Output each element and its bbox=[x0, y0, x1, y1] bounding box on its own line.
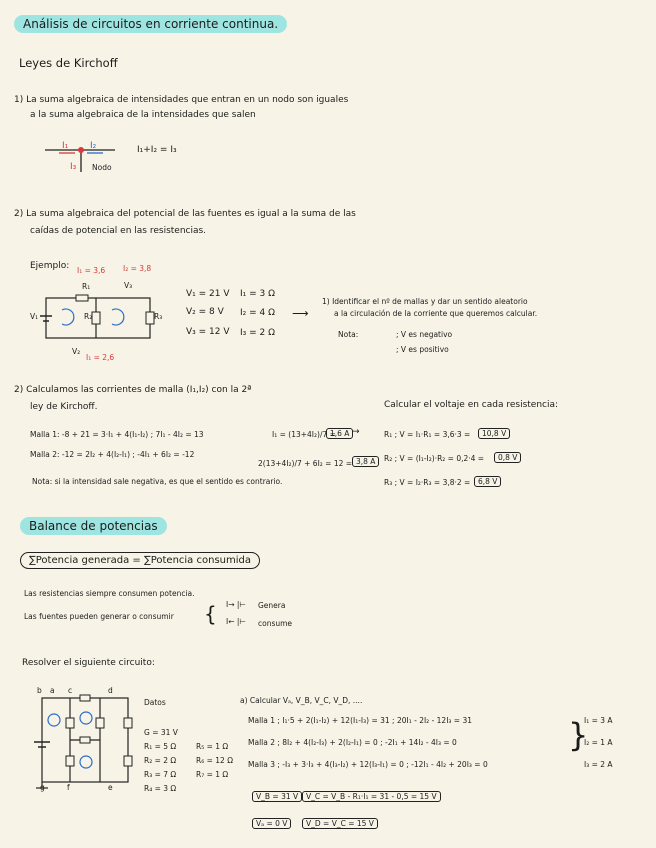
solution-arrow-icon: → bbox=[352, 427, 360, 437]
voltage-r1: R₁ ; V = I₁·R₁ = 3,6·3 = bbox=[384, 430, 471, 439]
loop-arrow-1 bbox=[62, 309, 74, 325]
solution-1-box: 1,6 A bbox=[326, 428, 353, 439]
resolver-malla-2: Malla 2 ; 8I₂ + 4(I₂-I₃) + 2(I₂-I₁) = 0 ; -2I₁ + 14I₂ - 4I₃ = 0 bbox=[248, 738, 457, 747]
node-label-i3: I₃ bbox=[70, 162, 77, 172]
ex-value-v3: V₃ = 12 V bbox=[186, 327, 230, 337]
node-c: c bbox=[68, 686, 73, 695]
law1-line1: 1) La suma algebraica de intensidades que entran en un nodo son iguales bbox=[14, 95, 349, 105]
law2-line2: caídas de potencial en las resistencias. bbox=[30, 226, 207, 236]
resolver-heading: Resolver el siguiente circuito: bbox=[22, 658, 155, 668]
solution-2-box: 3,8 A bbox=[352, 456, 379, 467]
nota1-positive: ; V es positivo bbox=[396, 345, 449, 354]
resolver-resistor-7 bbox=[124, 756, 132, 766]
node-d: d bbox=[108, 686, 113, 695]
kirchhoff-heading: Leyes de Kirchoff bbox=[19, 56, 118, 70]
result-box-vd: V_D = V_C = 15 V bbox=[302, 818, 378, 829]
resolver-malla-1: Malla 1 ; I₁·5 + 2(I₁-I₂) + 12(I₁-I₃) = 31 ; 20I₁ - 2I₂ - 12I₃ = 31 bbox=[248, 716, 473, 725]
resolver-circuit bbox=[28, 696, 138, 790]
node-label: Nodo bbox=[92, 163, 112, 172]
ex-res-3: I₃ = 2 Ω bbox=[240, 328, 275, 338]
data-r1: R₁ = 5 Ω bbox=[144, 742, 177, 751]
ex-v2-label: V₂ bbox=[72, 347, 81, 356]
mesh-arrow-1 bbox=[48, 714, 60, 726]
loop-arrow-2 bbox=[112, 309, 124, 325]
ex-r2-label: R₂ bbox=[84, 312, 93, 321]
nota2: Nota: si la intensidad sale negativa, es que el sentido es contrario. bbox=[32, 477, 283, 486]
result-box-va: Vₐ = 0 V bbox=[252, 818, 291, 829]
step1-line2: a la circulación de la corriente que queremos calcular. bbox=[334, 309, 538, 318]
nota1-negative: ; V es negativo bbox=[396, 330, 453, 339]
node-e: e bbox=[108, 783, 113, 792]
brace-icon: { bbox=[204, 602, 217, 626]
data-r7: R₇ = 1 Ω bbox=[196, 770, 229, 779]
resistor-r3 bbox=[146, 312, 154, 324]
solution-1: I₁ = (13+4I₂)/7 = bbox=[272, 430, 336, 439]
ex-value-v2: V₂ = 8 V bbox=[186, 307, 224, 317]
ex-v1-label: V₁ bbox=[30, 312, 39, 321]
example-circuit bbox=[40, 294, 163, 344]
resolver-resistor-5 bbox=[80, 737, 90, 743]
balance-consume: consume bbox=[258, 619, 293, 628]
ex-v3-label: V₃ bbox=[124, 281, 133, 290]
mesh-arrow-2 bbox=[80, 712, 92, 724]
ex-r3-label: R₃ bbox=[154, 312, 163, 321]
data-r4: R₄ = 3 Ω bbox=[144, 784, 177, 793]
voltage-r2: R₂ ; V = (I₁-I₂)·R₂ = 0,2·4 = bbox=[384, 454, 485, 463]
balance-line2: Las fuentes pueden generar o consumir bbox=[24, 612, 174, 621]
page-title: Análisis de circuitos en corriente continua. bbox=[14, 15, 287, 33]
resistor-r1 bbox=[76, 295, 88, 301]
voltage-r3: R₃ ; V = I₂·R₃ = 3,8·2 = bbox=[384, 478, 471, 487]
data-r5: R₅ = 1 Ω bbox=[196, 742, 229, 751]
voltage-r3-box: 6,8 V bbox=[474, 476, 501, 487]
example-label: Ejemplo: bbox=[30, 261, 70, 271]
ex-res-2: I₂ = 4 Ω bbox=[240, 308, 275, 318]
result-i1: I₁ = 3 A bbox=[584, 716, 613, 725]
result-i3: I₃ = 2 A bbox=[584, 760, 613, 769]
node-g: g bbox=[40, 783, 45, 792]
node-label-i2: I₂ bbox=[90, 141, 97, 151]
calc-heading: a) Calcular Vₐ, V_B, V_C, V_D, .... bbox=[240, 696, 363, 705]
balance-heading: Balance de potencias bbox=[20, 517, 167, 535]
resolver-resistor-4 bbox=[124, 718, 132, 728]
node-b: b bbox=[37, 686, 42, 695]
node-a: a bbox=[50, 686, 55, 695]
ex-value-v1: V₁ = 21 V bbox=[186, 289, 230, 299]
arrow-right-icon: ⟶ bbox=[292, 306, 309, 320]
balance-genera: Genera bbox=[258, 601, 286, 610]
source-consume-icon: I← |⊢ bbox=[226, 617, 246, 626]
nota1-label: Nota: bbox=[338, 330, 359, 339]
data-g: G = 31 V bbox=[144, 728, 178, 737]
resistor-r2 bbox=[92, 312, 100, 324]
step1-line1: 1) Identificar el nº de mallas y dar un sentido aleatorio bbox=[322, 297, 528, 306]
source-generate-icon: I→ |⊢ bbox=[226, 600, 246, 609]
result-box-vc: V_C = V_B - R₁·I₁ = 31 - 0,5 = 15 V bbox=[302, 791, 441, 802]
node-f: f bbox=[67, 783, 70, 792]
result-i2: I₂ = 1 A bbox=[584, 738, 613, 747]
malla-1-eq: Malla 1: -8 + 21 = 3·I₁ + 4(I₁-I₂) ; 7I₁ - 4I₂ = 13 bbox=[30, 430, 204, 439]
data-r2: R₂ = 2 Ω bbox=[144, 756, 177, 765]
voltage-r2-box: 0,8 V bbox=[494, 452, 521, 463]
result-box-vb: V_B = 31 V bbox=[252, 791, 302, 802]
data-r6: R₆ = 12 Ω bbox=[196, 756, 233, 765]
resolver-resistor-1 bbox=[80, 695, 90, 701]
resolver-resistor-2 bbox=[66, 718, 74, 728]
balance-line1: Las resistencias siempre consumen potencia. bbox=[24, 589, 195, 598]
voltage-r1-box: 10,8 V bbox=[478, 428, 510, 439]
solution-2: 2(13+4I₂)/7 + 6I₂ = 12 = bbox=[258, 459, 353, 468]
ex-res-1: I₁ = 3 Ω bbox=[240, 289, 275, 299]
resolver-malla-3: Malla 3 ; -I₃ + 3·I₃ + 4(I₃-I₂) + 12(I₃-I₁) = 0 ; -12I₁ - 4I₂ + 20I₃ = 0 bbox=[248, 760, 488, 769]
resolver-resistor-6 bbox=[66, 756, 74, 766]
resolver-resistor-3 bbox=[96, 718, 104, 728]
voltage-heading: Calcular el voltaje en cada resistencia: bbox=[384, 400, 559, 410]
mesh-arrow-3 bbox=[80, 756, 92, 768]
node-label-i1: I₁ bbox=[62, 141, 69, 151]
ex-r1-label: R₁ bbox=[82, 282, 91, 291]
law1-equation: I₁+I₂ = I₃ bbox=[137, 145, 177, 155]
step2-line2: ley de Kirchoff. bbox=[30, 402, 98, 412]
step2-line1: 2) Calculamos las corrientes de malla (I₁,I₂) con la 2ª bbox=[14, 385, 252, 395]
ex-current-3: I₁ = 2,6 bbox=[86, 353, 115, 362]
law1-line2: a la suma algebraica de la intensidades que salen bbox=[30, 110, 256, 120]
ex-current-1: I₁ = 3,6 bbox=[77, 266, 106, 275]
data-title: Datos bbox=[144, 698, 166, 707]
result-brace-icon: } bbox=[568, 716, 589, 754]
node-dot bbox=[78, 147, 84, 153]
balance-rule: ∑Potencia generada = ∑Potencia consumida bbox=[20, 552, 260, 569]
malla-2-eq: Malla 2: -12 = 2I₂ + 4(I₂-I₁) ; -4I₁ + 6I₂ = -12 bbox=[30, 450, 195, 459]
data-r3: R₃ = 7 Ω bbox=[144, 770, 177, 779]
ex-current-2: I₂ = 3,8 bbox=[123, 264, 152, 273]
law2-line1: 2) La suma algebraica del potencial de las fuentes es igual a la suma de las bbox=[14, 209, 356, 219]
